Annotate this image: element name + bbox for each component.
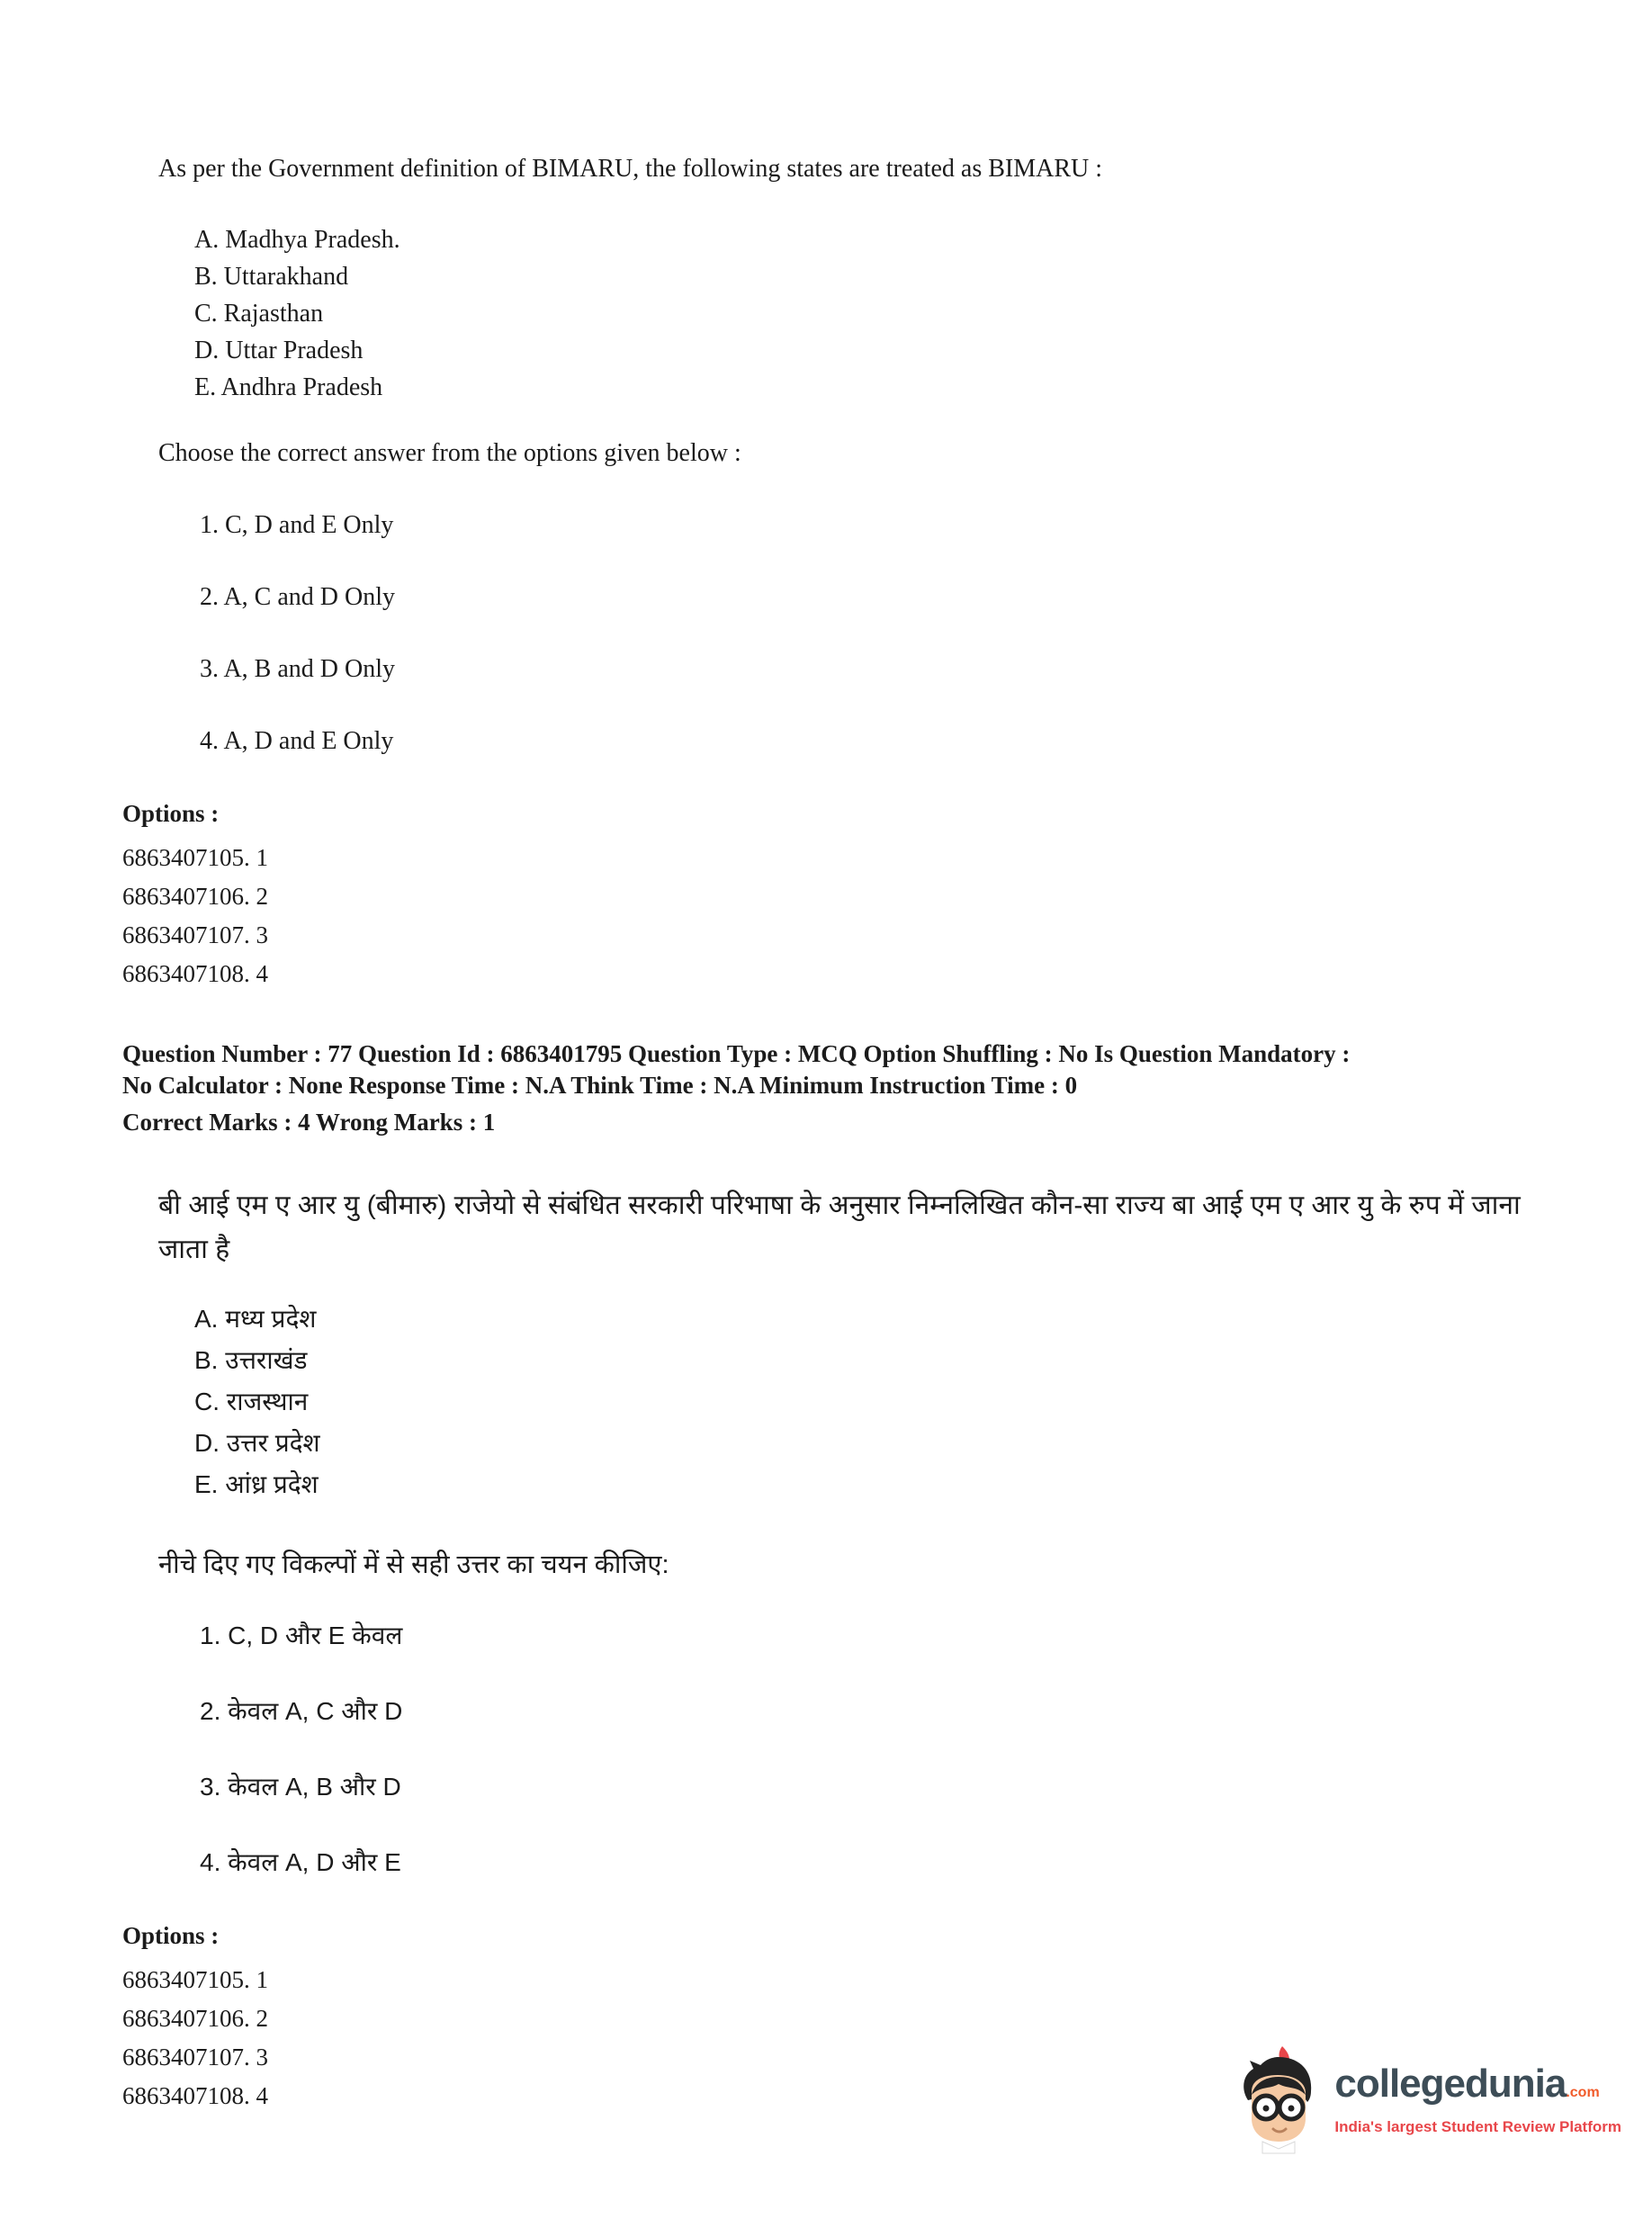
statement-list-hi	[194, 1298, 1544, 1505]
question-text-en: As per the Government definition of BIMARU, the following states are treated as BIMARU :	[158, 155, 1103, 183]
options-label: Options :	[122, 800, 220, 827]
statement-list-en	[194, 221, 1544, 406]
choice-item: 2. केवल A, C और D	[200, 1697, 403, 1725]
statement-item: B. उत्तराखंड	[194, 1346, 308, 1374]
brand-wordmark: collegedunia	[1334, 2062, 1567, 2106]
brand-tagline: India's largest Student Review Platform	[1334, 2118, 1621, 2135]
option-id-item: 6863407106. 2	[122, 2005, 268, 2032]
english-question-block	[158, 151, 1544, 759]
instruction-text-en: Choose the correct answer from the options given below :	[158, 439, 741, 467]
option-id-item: 6863407105. 1	[122, 844, 268, 871]
options-label: Options :	[122, 1922, 220, 1949]
brand-domain-suffix: .com	[1566, 2085, 1600, 2100]
choice-list-en	[200, 508, 1544, 759]
option-id-item: 6863407107. 3	[122, 921, 268, 948]
choice-item: 4. A, D and E Only	[200, 727, 394, 755]
collegedunia-logo	[1235, 2044, 1621, 2154]
question-metadata	[122, 1038, 1544, 1138]
statement-item: B. Uttarakhand	[194, 263, 349, 291]
statement-item: E. आंध्र प्रदेश	[194, 1470, 319, 1498]
brand-name	[1334, 2062, 1621, 2115]
option-id-item: 6863407108. 4	[122, 2082, 268, 2109]
options-id-list	[122, 839, 1544, 993]
collegedunia-mascot-icon	[1235, 2044, 1322, 2154]
statement-item: A. Madhya Pradesh.	[194, 226, 400, 254]
meta-line-2: No Calculator : None Response Time : N.A Think Time : N.A Minimum Instruction Time : 0	[122, 1072, 1078, 1099]
choice-item: 3. A, B and D Only	[200, 655, 395, 683]
option-id-item: 6863407106. 2	[122, 883, 268, 910]
hindi-question-block	[158, 1183, 1544, 1883]
statement-item: C. Rajasthan	[194, 300, 324, 328]
choice-item: 2. A, C and D Only	[200, 583, 395, 611]
statement-item: D. Uttar Pradesh	[194, 337, 364, 364]
choice-item: 4. केवल A, D और E	[200, 1848, 401, 1876]
statement-item: A. मध्य प्रदेश	[194, 1305, 317, 1333]
option-id-item: 6863407107. 3	[122, 2044, 268, 2071]
meta-line-marks: Correct Marks : 4 Wrong Marks : 1	[122, 1109, 496, 1136]
option-id-item: 6863407108. 4	[122, 960, 268, 987]
meta-line-1: Question Number : 77 Question Id : 6863401795 Question Type : MCQ Option Shuffling : No Is Question Mandatory :	[122, 1040, 1351, 1067]
instruction-text-hi: नीचे दिए गए विकल्पों में से सही उत्तर का चयन कीजिए:	[158, 1550, 669, 1579]
statement-item: C. राजस्थान	[194, 1388, 309, 1415]
option-id-item: 6863407105. 1	[122, 1966, 268, 1993]
question-text-hi: बी आई एम ए आर यु (बीमारु) राजेयो से संबंधित सरकारी परिभाषा के अनुसार निम्नलिखित कौन-सा राज्य बा आई एम ए आर यु के रुप में जाना जाता है	[158, 1190, 1521, 1264]
choice-list-hi	[200, 1615, 1544, 1883]
brand-text	[1334, 2062, 1621, 2136]
choice-item: 3. केवल A, B और D	[200, 1773, 401, 1801]
choice-item: 1. C, D and E Only	[200, 511, 394, 539]
options-block-1	[122, 795, 1544, 993]
statement-item: E. Andhra Pradesh	[194, 373, 383, 401]
statement-item: D. उत्तर प्रदेश	[194, 1429, 320, 1457]
choice-item: 1. C, D और E केवल	[200, 1622, 403, 1649]
